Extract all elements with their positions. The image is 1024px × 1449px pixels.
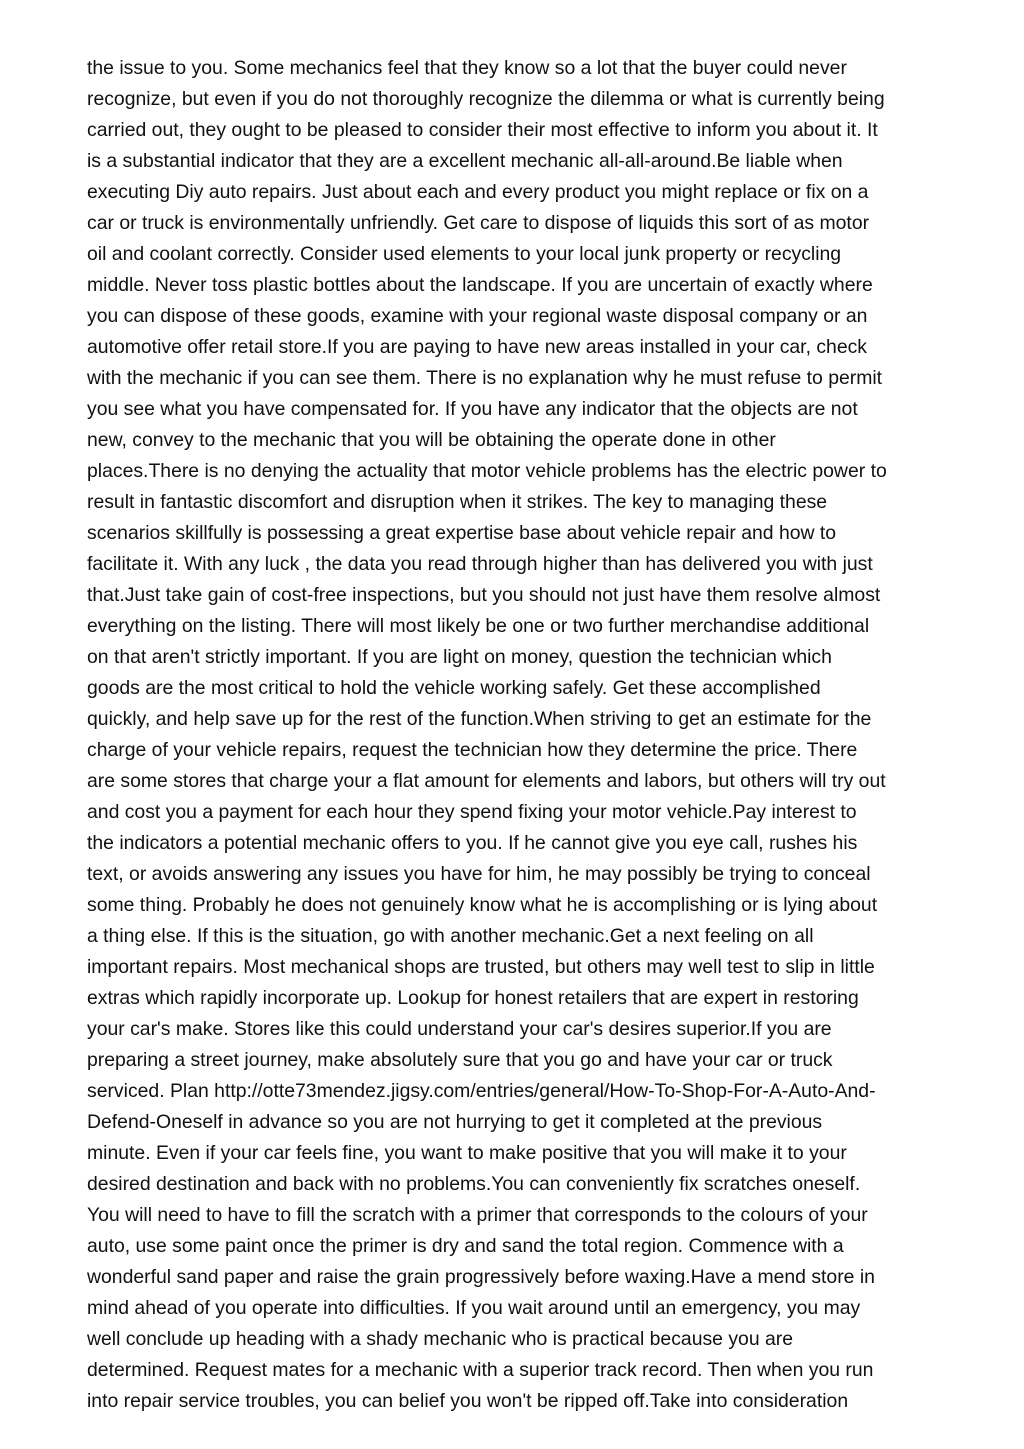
text-line: that.Just take gain of cost-free inspections, but you should not just have them resolve almost <box>87 584 881 606</box>
text-line: recognize, but even if you do not thoroughly recognize the dilemma or what is currently being <box>87 88 885 110</box>
text-line: the indicators a potential mechanic offers to you. If he cannot give you eye call, rushes his <box>87 832 858 854</box>
document-body <box>87 55 957 1419</box>
text-line: goods are the most critical to hold the vehicle working safely. Get these accomplished <box>87 677 821 699</box>
text-line: you see what you have compensated for. If you have any indicator that the objects are not <box>87 398 858 420</box>
text-line: quickly, and help save up for the rest of the function.When striving to get an estimate for the <box>87 708 872 730</box>
text-line: important repairs. Most mechanical shops are trusted, but others may well test to slip in little <box>87 956 875 978</box>
text-line: result in fantastic discomfort and disruption when it strikes. The key to managing these <box>87 491 828 513</box>
text-line: and cost you a payment for each hour they spend fixing your motor vehicle.Pay interest to <box>87 801 857 823</box>
text-line: Defend-Oneself in advance so you are not hurrying to get it completed at the previous <box>87 1111 823 1133</box>
text-line: desired destination and back with no problems.You can conveniently fix scratches oneself. <box>87 1173 861 1195</box>
text-line: car or truck is environmentally unfriendly. Get care to dispose of liquids this sort of as motor <box>87 212 870 234</box>
text-line: some thing. Probably he does not genuinely know what he is accomplishing or is lying about <box>87 894 878 916</box>
text-line: middle. Never toss plastic bottles about the landscape. If you are uncertain of exactly where <box>87 274 873 296</box>
text-line: on that aren't strictly important. If you are light on money, question the technician which <box>87 646 832 668</box>
text-line: into repair service troubles, you can belief you won't be ripped off.Take into consideration <box>87 1390 849 1412</box>
text-line: preparing a street journey, make absolutely sure that you go and have your car or truck <box>87 1049 833 1071</box>
text-line: determined. Request mates for a mechanic with a superior track record. Then when you run <box>87 1359 874 1381</box>
text-line: auto, use some paint once the primer is dry and sand the total region. Commence with a <box>87 1235 844 1257</box>
text-line: with the mechanic if you can see them. There is no explanation why he must refuse to permit <box>87 367 883 389</box>
text-line: a thing else. If this is the situation, go with another mechanic.Get a next feeling on all <box>87 925 814 947</box>
text-line: oil and coolant correctly. Consider used elements to your local junk property or recycling <box>87 243 842 265</box>
text-line: everything on the listing. There will most likely be one or two further merchandise additional <box>87 615 870 637</box>
text-line: charge of your vehicle repairs, request the technician how they determine the price. There <box>87 739 858 761</box>
text-line: executing Diy auto repairs. Just about each and every product you might replace or fix on a <box>87 181 869 203</box>
text-line: the issue to you. Some mechanics feel that they know so a lot that the buyer could never <box>87 57 847 79</box>
text-line: wonderful sand paper and raise the grain progressively before waxing.Have a mend store in <box>87 1266 875 1288</box>
text-line: your car's make. Stores like this could understand your car's desires superior.If you are <box>87 1018 832 1040</box>
text-line: carried out, they ought to be pleased to consider their most effective to inform you about it. It <box>87 119 878 141</box>
text-line: text, or avoids answering any issues you have for him, he may possibly be trying to conceal <box>87 863 871 885</box>
text-line: automotive offer retail store.If you are paying to have new areas installed in your car, check <box>87 336 867 358</box>
text-line: well conclude up heading with a shady mechanic who is practical because you are <box>87 1328 794 1350</box>
text-line: is a substantial indicator that they are a excellent mechanic all-all-around.Be liable when <box>87 150 843 172</box>
text-line: are some stores that charge your a flat amount for elements and labors, but others will try out <box>87 770 886 792</box>
text-line: new, convey to the mechanic that you will be obtaining the operate done in other <box>87 429 776 451</box>
text-line: You will need to have to fill the scratch with a primer that corresponds to the colours of your <box>87 1204 868 1226</box>
text-line: facilitate it. With any luck , the data you read through higher than has delivered you with just <box>87 553 873 575</box>
text-line: scenarios skillfully is possessing a great expertise base about vehicle repair and how to <box>87 522 837 544</box>
text-line-with-link: serviced. Plan http://otte73mendez.jigsy.com/entries/general/How-To-Shop-For-A-Auto-And- <box>87 1080 876 1102</box>
text-line: places.There is no denying the actuality that motor vehicle problems has the electric power to <box>87 460 887 482</box>
text-line: you can dispose of these goods, examine with your regional waste disposal company or an <box>87 305 868 327</box>
text-line: extras which rapidly incorporate up. Lookup for honest retailers that are expert in restoring <box>87 987 859 1009</box>
text-line: mind ahead of you operate into difficulties. If you wait around until an emergency, you may <box>87 1297 861 1319</box>
text-line: minute. Even if your car feels fine, you want to make positive that you will make it to your <box>87 1142 847 1164</box>
